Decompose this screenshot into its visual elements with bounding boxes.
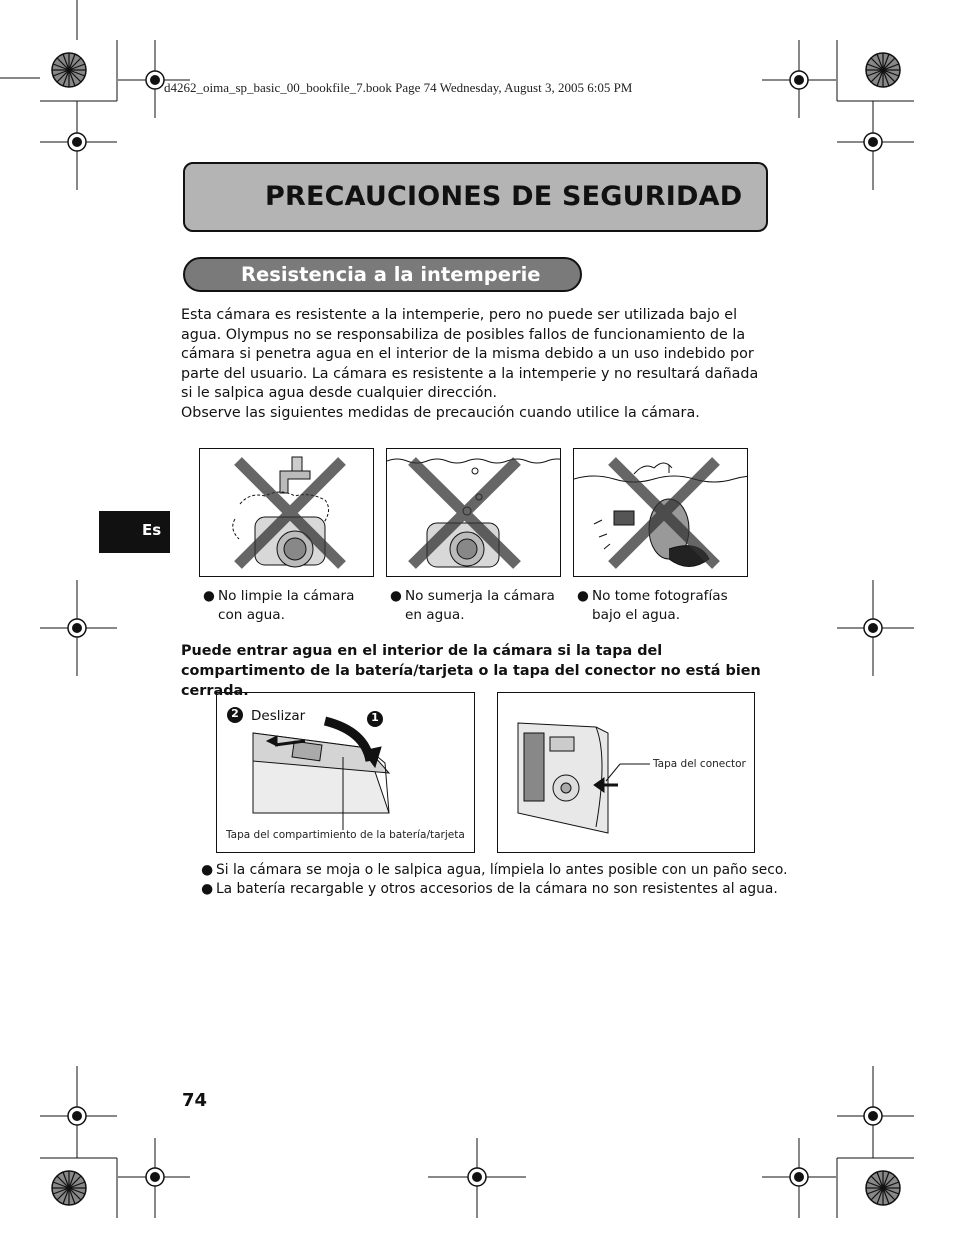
intro-text bbox=[181, 306, 771, 424]
illustration-no-submerge bbox=[386, 448, 561, 577]
section-heading: Resistencia a la intemperie bbox=[241, 263, 541, 286]
battery-cover-label: Tapa del compartimiento de la batería/tarjeta bbox=[226, 829, 465, 841]
slide-label: Deslizar bbox=[251, 708, 306, 724]
connector-cover-diagram bbox=[498, 693, 755, 853]
bullet-icon: ● bbox=[203, 588, 215, 604]
bullet-icon: ● bbox=[577, 588, 589, 604]
connector-cover-figure bbox=[497, 692, 755, 853]
section-heading-banner bbox=[183, 257, 582, 292]
illustration-no-underwater bbox=[573, 448, 748, 577]
battery-cover-figure bbox=[216, 692, 475, 853]
book-file-header: d4262_oima_sp_basic_00_bookfile_7.book Page 74 Wednesday, August 3, 2005 6:05 PM bbox=[164, 80, 633, 95]
caption-text: No tome fotografías bajo el agua. bbox=[592, 588, 728, 623]
bullet-icon: ● bbox=[390, 588, 402, 604]
note-text: Si la cámara se moja o le salpica agua, límpiela lo antes posible con un paño seco. bbox=[216, 862, 788, 878]
underwater-diver-image bbox=[574, 449, 748, 577]
caption-text: No sumerja la cámara en agua. bbox=[405, 588, 555, 623]
bullet-icon: ● bbox=[201, 881, 214, 897]
step-2-number: 2 bbox=[231, 707, 239, 720]
note-text: La batería recargable y otros accesorios de la cámara no son resistentes al agua. bbox=[216, 881, 778, 897]
caption-text: No limpie la cámara con agua. bbox=[218, 588, 355, 623]
warning-text: Puede entrar agua en el interior de la cámara si la tapa del compartimento de la batería/tarjeta o la tapa del conector no está bien cerrada. bbox=[181, 643, 761, 699]
page-title: PRECAUCIONES DE SEGURIDAD bbox=[265, 181, 743, 212]
intro-paragraph: Observe las siguientes medidas de precaución cuando utilice la cámara. bbox=[181, 404, 700, 421]
language-tab: Es bbox=[99, 511, 170, 553]
step-1-number: 1 bbox=[371, 711, 379, 724]
faucet-camera-image bbox=[200, 449, 374, 577]
submerged-camera-image bbox=[387, 449, 561, 577]
bullet-icon: ● bbox=[201, 862, 214, 878]
intro-paragraph: Esta cámara es resistente a la intemperie, pero no puede ser utilizada bajo el agua. Olympus no se responsabiliza de posibles fallos de funcionamiento de la cámara si penetra agua en el interior de la misma debido a un uso indebido por parte del usuario. La cámara es resistente a la intemperie y no resultará dañada si le salpica agua desde cualquier dirección. bbox=[181, 307, 759, 402]
connector-cover-label: Tapa del conector bbox=[653, 758, 746, 770]
page-title-banner bbox=[183, 162, 768, 232]
illustration-no-washing bbox=[199, 448, 374, 577]
page-number: 74 bbox=[182, 1090, 208, 1111]
